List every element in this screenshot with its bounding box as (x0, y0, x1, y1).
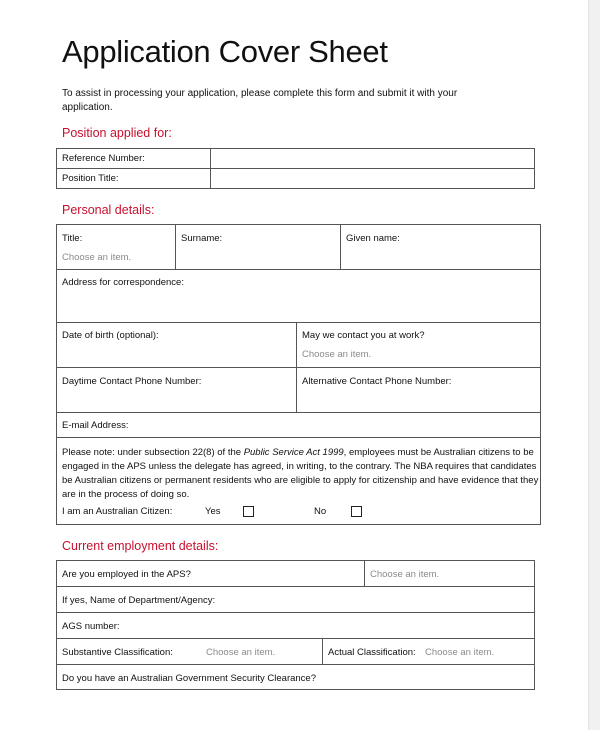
employed-aps-dropdown[interactable]: Choose an item. (370, 569, 440, 580)
reference-number-label: Reference Number: (62, 153, 145, 164)
title-dropdown[interactable]: Choose an item. (62, 252, 132, 263)
security-clearance-label: Do you have an Australian Government Security Clearance? (62, 673, 316, 684)
title-label: Title: (62, 233, 83, 244)
section-employment-heading: Current employment details: (62, 539, 219, 553)
actual-classification-dropdown[interactable]: Choose an item. (425, 647, 495, 658)
page-edge (588, 0, 600, 730)
contact-at-work-dropdown[interactable]: Choose an item. (302, 349, 372, 360)
dob-label: Date of birth (optional): (62, 330, 159, 341)
given-name-label: Given name: (346, 233, 400, 244)
position-title-label: Position Title: (62, 173, 119, 184)
intro-text: To assist in processing your application, please complete this form and submit it with your application. (62, 88, 458, 113)
reference-number-field[interactable] (213, 150, 533, 167)
actual-classification-label: Actual Classification: (328, 647, 416, 658)
surname-label: Surname: (181, 233, 223, 244)
employed-aps-label: Are you employed in the APS? (62, 569, 191, 580)
contact-at-work-label: May we contact you at work? (302, 330, 425, 341)
section-position-heading: Position applied for: (62, 126, 172, 140)
ags-number-label: AGS number: (62, 621, 120, 632)
daytime-phone-label: Daytime Contact Phone Number: (62, 376, 202, 387)
page-title: Application Cover Sheet (62, 34, 388, 69)
no-label: No (314, 506, 327, 517)
alt-phone-label: Alternative Contact Phone Number: (302, 376, 452, 387)
position-title-field[interactable] (213, 170, 533, 187)
substantive-classification-dropdown[interactable]: Choose an item. (206, 647, 276, 658)
department-label: If yes, Name of Department/Agency: (62, 595, 216, 606)
citizen-yes-checkbox[interactable] (243, 506, 254, 517)
citizen-no-checkbox[interactable] (351, 506, 362, 517)
citizenship-note: Please note: under subsection 22(8) of the Public Service Act 1999, employees must be Australian citizens to be engaged in the APS unless the delegate has agreed, in writing, to the contrary. The NBA requires that candidates be Australian citizens or permanent residents who are eligible to apply for citizenship and have evidence that they are in the process of doing so. (62, 447, 539, 500)
substantive-classification-label: Substantive Classification: (62, 647, 173, 658)
citizen-label: I am an Australian Citizen: (62, 506, 173, 517)
address-label: Address for correspondence: (62, 277, 184, 288)
email-label: E-mail Address: (62, 420, 129, 431)
yes-label: Yes (205, 506, 221, 517)
section-personal-heading: Personal details: (62, 203, 155, 217)
